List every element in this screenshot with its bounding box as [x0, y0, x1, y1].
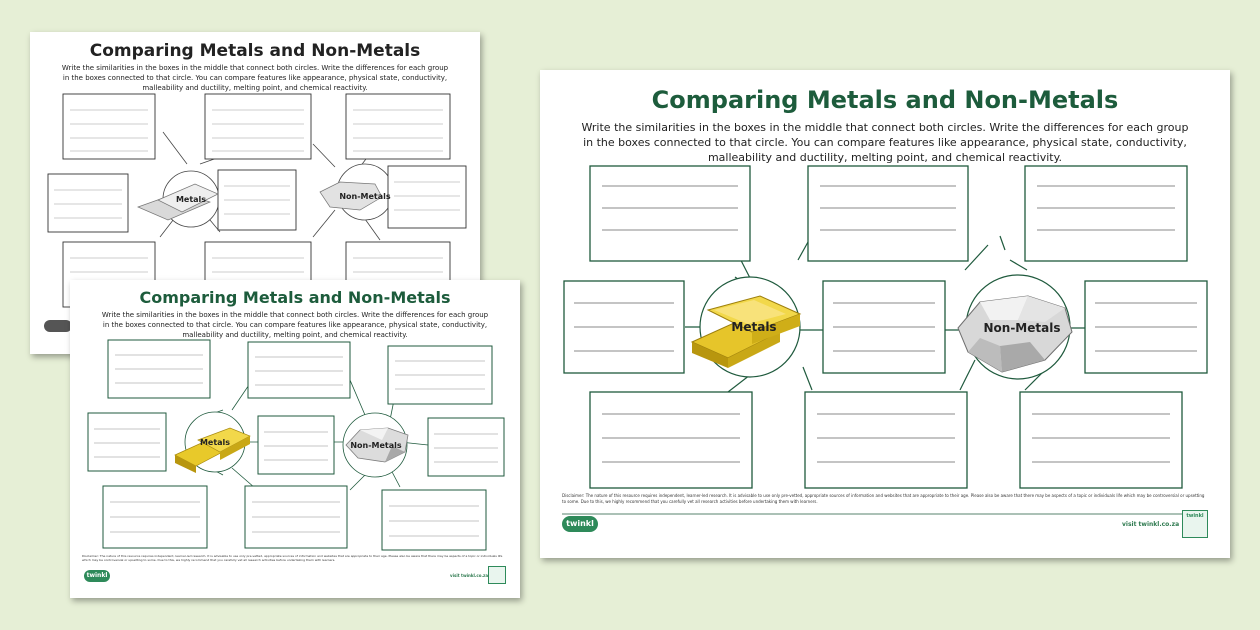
worksheet-preview-middle	[70, 280, 520, 598]
worksheet-instructions-middle: Write the similarities in the boxes in the middle that connect both circles. Write the differences for each group in the boxes connected to that circle. You can compare features like appearance, physical state, conductivity, malleability and ductility, melting point, and chemical reactivity.	[101, 311, 489, 339]
metals-label-middle: Metals	[199, 438, 231, 447]
metals-label-back: Metals	[175, 195, 207, 204]
visit-link: visit twinkl.co.za	[1122, 521, 1180, 528]
nonmetals-label-back: Non-Metals	[339, 192, 391, 201]
twinkl-logo-back	[44, 320, 72, 332]
worksheet-instructions-back: Write the similarities in the boxes in the middle that connect both circles. Write the differences for each group in the boxes connected to that circle. You can compare features like appearance, physical state, conductivity, malleability and ductility, melting point, and chemical reactivity.	[61, 64, 449, 92]
worksheet-title-back: Comparing Metals and Non-Metals	[89, 41, 421, 61]
worksheet-instructions	[550, 120, 1220, 165]
visit-link-middle: visit twinkl.co.za	[450, 573, 489, 578]
disclaimer: Disclaimer: The nature of this resource requires independent, learner-led research. It is advisable to use only pre-vetted, appropriate sources of information and websites that are appropriate to their age. Please also be aware that there may be aspects of a topic or individuals life which may be controversial or upsetting to some. Due to this, we highly recommend that you carefully vet all research activities before undertaking them with learners.	[562, 493, 1205, 504]
instructions-line-1: Write the similarities in the boxes in the middle that connect both circles. Write the differences for each group	[581, 121, 1189, 134]
twinkl-logo-middle: twinkl	[84, 570, 110, 582]
worksheet-preview-front	[540, 70, 1230, 558]
instructions-line-3: malleability and ductility, melting point, and chemical reactivity.	[707, 151, 1063, 164]
badge-middle	[488, 566, 506, 584]
worksheet-title-middle: Comparing Metals and Non-Metals	[139, 288, 451, 307]
instructions-line-2: in the boxes connected to that circle. You can compare features like appearance, physical state, conductivity,	[583, 136, 1187, 149]
nonmetals-label-middle: Non-Metals	[350, 441, 402, 450]
twinkl-badge: twinkl	[1182, 510, 1208, 538]
twinkl-logo: twinkl	[562, 516, 598, 532]
worksheet-title: Comparing Metals and Non-Metals	[651, 86, 1119, 114]
disclaimer-middle: Disclaimer: The nature of this resource requires independent, learner-led research. It is advisable to use only pre-vetted, appropriate sources of information and websites that are appropriate to their age. Please also be aware that there may be aspects of a topic or individuals life which may be controversial or upsetting to some. Due to this, we highly recommend that you carefully vet all research activities before undertaking them with learners.	[82, 554, 503, 562]
nonmetals-label: Non-Metals	[983, 321, 1061, 335]
metals-label: Metals	[731, 320, 777, 334]
